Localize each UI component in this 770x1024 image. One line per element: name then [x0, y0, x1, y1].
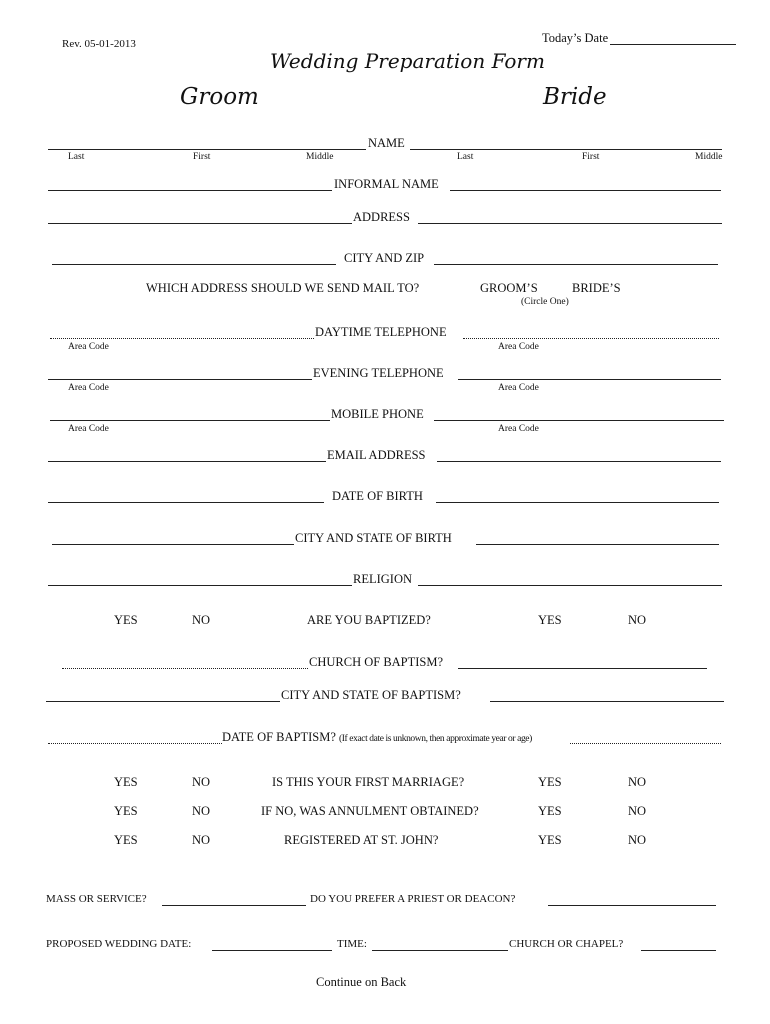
groom-middle-sub: Middle — [306, 152, 334, 162]
wedding-date-label: PROPOSED WEDDING DATE: — [46, 938, 192, 950]
bride-email-field[interactable] — [437, 461, 721, 462]
circle-one-note: (Circle One) — [521, 297, 569, 307]
bride-heading: Bride — [543, 84, 607, 110]
bride-last-sub: Last — [457, 152, 474, 162]
bride-city-zip-field[interactable] — [434, 264, 718, 265]
annulment-question: IF NO, WAS ANNULMENT OBTAINED? — [261, 804, 479, 818]
bride-evening-tel-field[interactable] — [458, 379, 721, 380]
bride-baptism-date-field[interactable] — [570, 743, 721, 744]
groom-informal-name-field[interactable] — [48, 190, 332, 191]
form-title: Wedding Preparation Form — [270, 49, 545, 73]
groom-address-field[interactable] — [48, 223, 352, 224]
groom-first-marriage-no[interactable]: NO — [192, 775, 211, 789]
baptism-date-note: (If exact date is unknown, then approximate year or age) — [339, 734, 532, 744]
bride-address-field[interactable] — [418, 223, 722, 224]
groom-heading: Groom — [180, 84, 259, 110]
bride-middle-sub: Middle — [695, 152, 723, 162]
bride-registered-no[interactable]: NO — [628, 833, 647, 847]
bride-first-marriage-yes[interactable]: YES — [538, 775, 562, 789]
groom-evening-tel-field[interactable] — [48, 379, 312, 380]
groom-last-sub: Last — [68, 152, 85, 162]
bride-baptized-yes[interactable]: YES — [538, 613, 562, 627]
mobile-phone-label: MOBILE PHONE — [331, 407, 424, 421]
groom-baptized-no[interactable]: NO — [192, 613, 211, 627]
dob-label: DATE OF BIRTH — [332, 489, 423, 503]
baptism-church-label: CHURCH OF BAPTISM? — [309, 655, 444, 669]
groom-religion-field[interactable] — [48, 585, 352, 586]
bride-annulment-no[interactable]: NO — [628, 804, 647, 818]
groom-city-zip-field[interactable] — [52, 264, 336, 265]
groom-email-field[interactable] — [48, 461, 326, 462]
city-zip-label: CITY AND ZIP — [344, 251, 425, 265]
grooms-option[interactable]: GROOM’S — [480, 281, 538, 295]
groom-baptized-yes[interactable]: YES — [114, 613, 138, 627]
groom-first-marriage-yes[interactable]: YES — [114, 775, 138, 789]
bride-baptism-church-field[interactable] — [458, 668, 707, 669]
bride-registered-yes[interactable]: YES — [538, 833, 562, 847]
groom-annulment-yes[interactable]: YES — [114, 804, 138, 818]
area-code-sub: Area Code — [498, 424, 539, 434]
name-label: NAME — [368, 136, 405, 150]
baptized-question: ARE YOU BAPTIZED? — [307, 613, 431, 627]
groom-registered-no[interactable]: NO — [192, 833, 211, 847]
groom-baptism-church-field[interactable] — [62, 668, 308, 669]
area-code-sub: Area Code — [498, 383, 539, 393]
bride-daytime-tel-field[interactable] — [463, 338, 719, 339]
priest-deacon-label: DO YOU PREFER A PRIEST OR DEACON? — [310, 893, 516, 905]
informal-name-label: INFORMAL NAME — [334, 177, 439, 191]
groom-name-field[interactable] — [48, 149, 366, 150]
bride-mobile-field[interactable] — [434, 420, 724, 421]
religion-label: RELIGION — [353, 572, 413, 586]
evening-tel-label: EVENING TELEPHONE — [313, 366, 444, 380]
groom-dob-field[interactable] — [48, 502, 324, 503]
todays-date-field[interactable] — [610, 44, 736, 45]
birthplace-label: CITY AND STATE OF BIRTH — [295, 531, 452, 545]
address-label: ADDRESS — [353, 210, 410, 224]
registered-question: REGISTERED AT ST. JOHN? — [284, 833, 439, 847]
mail-address-question: WHICH ADDRESS SHOULD WE SEND MAIL TO? — [146, 281, 420, 295]
first-marriage-question: IS THIS YOUR FIRST MARRIAGE? — [272, 775, 465, 789]
church-chapel-field[interactable] — [641, 950, 716, 951]
bride-informal-name-field[interactable] — [450, 190, 721, 191]
daytime-tel-label: DAYTIME TELEPHONE — [315, 325, 447, 339]
brides-option[interactable]: BRIDE’S — [572, 281, 621, 295]
bride-baptism-place-field[interactable] — [490, 701, 724, 702]
wedding-date-field[interactable] — [212, 950, 332, 951]
groom-first-sub: First — [193, 152, 211, 162]
bride-first-sub: First — [582, 152, 600, 162]
baptism-date-label — [222, 730, 532, 745]
baptism-date-text: DATE OF BAPTISM? — [222, 730, 336, 744]
area-code-sub: Area Code — [68, 424, 109, 434]
groom-annulment-no[interactable]: NO — [192, 804, 211, 818]
area-code-sub: Area Code — [68, 383, 109, 393]
groom-registered-yes[interactable]: YES — [114, 833, 138, 847]
todays-date-label: Today’s Date — [542, 31, 609, 45]
email-label: EMAIL ADDRESS — [327, 448, 426, 462]
mass-service-label: MASS OR SERVICE? — [46, 893, 147, 905]
groom-birthplace-field[interactable] — [52, 544, 294, 545]
church-chapel-label: CHURCH OR CHAPEL? — [509, 938, 624, 950]
bride-first-marriage-no[interactable]: NO — [628, 775, 647, 789]
time-field[interactable] — [372, 950, 508, 951]
area-code-sub: Area Code — [498, 342, 539, 352]
bride-annulment-yes[interactable]: YES — [538, 804, 562, 818]
groom-mobile-field[interactable] — [50, 420, 330, 421]
bride-religion-field[interactable] — [418, 585, 722, 586]
continue-on-back: Continue on Back — [316, 975, 407, 989]
priest-deacon-field[interactable] — [548, 905, 716, 906]
bride-baptized-no[interactable]: NO — [628, 613, 647, 627]
bride-birthplace-field[interactable] — [476, 544, 719, 545]
groom-baptism-place-field[interactable] — [46, 701, 280, 702]
bride-dob-field[interactable] — [436, 502, 719, 503]
baptism-place-label: CITY AND STATE OF BAPTISM? — [281, 688, 461, 702]
time-label: TIME: — [337, 938, 367, 950]
revision-label: Rev. 05-01-2013 — [62, 38, 136, 50]
area-code-sub: Area Code — [68, 342, 109, 352]
groom-baptism-date-field[interactable] — [48, 743, 222, 744]
bride-name-field[interactable] — [410, 149, 722, 150]
groom-daytime-tel-field[interactable] — [50, 338, 314, 339]
mass-service-field[interactable] — [162, 905, 306, 906]
